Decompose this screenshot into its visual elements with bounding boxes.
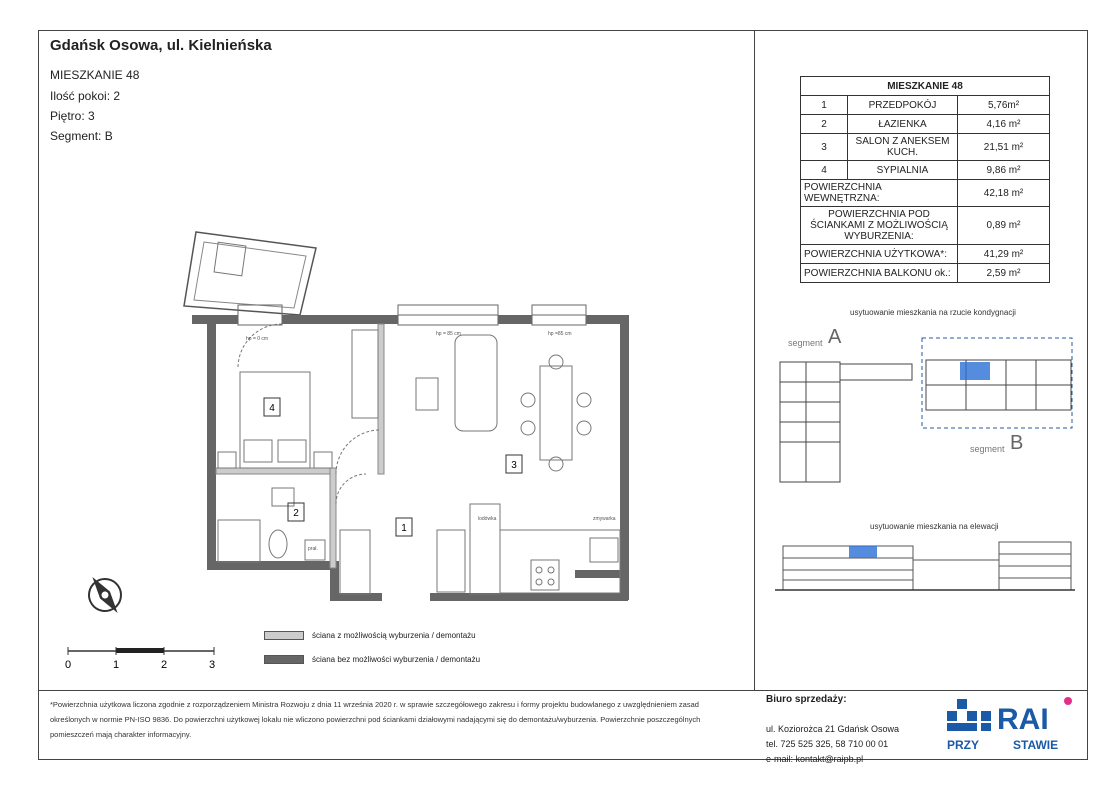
sales-phone: tel. 725 525 325, 58 710 00 01 — [766, 739, 889, 749]
table-row: 1 PRZEDPOKÓJ 5,76m² — [801, 96, 1050, 115]
apartment-number: MIESZKANIE 48 — [50, 68, 140, 82]
room-label-4: 4 — [269, 403, 275, 414]
floor-number: Piętro: 3 — [50, 109, 95, 123]
furniture — [218, 330, 620, 594]
table-row: 2 ŁAZIENKA 4,16 m² — [801, 115, 1050, 134]
project-title: Gdańsk Osowa, ul. Kielnieńska — [50, 37, 272, 54]
svg-text:hp =85 cm: hp =85 cm — [548, 331, 572, 337]
sales-office — [766, 692, 899, 767]
legend-fixed: ściana bez możliwości wyburzenia / demontażu — [264, 655, 480, 664]
room-label-3: 3 — [511, 460, 517, 471]
table-row: POWIERZCHNIA UŻYTKOWA*: 41,29 m² — [801, 245, 1050, 264]
segment-a-word: segment — [788, 338, 823, 348]
sales-email: e-mail: kontakt@raipb.pl — [766, 754, 864, 764]
table-row: POWIERZCHNIA WEWNĘTRZNA: 42,18 m² — [801, 180, 1050, 207]
scale-tick: 2 — [160, 659, 168, 671]
balcony — [184, 232, 316, 315]
sales-address: ul. Koziorożca 21 Gdańsk Osowa — [766, 724, 900, 734]
rai-logo — [945, 695, 1075, 755]
svg-text:hp = 0 cm: hp = 0 cm — [246, 336, 269, 342]
table-row: 3 SALON Z ANEKSEM KUCH. 21,51 m² — [801, 134, 1050, 161]
scale-tick: 1 — [112, 659, 120, 671]
table-row: 4 SYPIALNIA 9,86 m² — [801, 161, 1050, 180]
scale-tick: 0 — [64, 659, 72, 671]
building-elevation — [775, 538, 1075, 598]
segment-a-letter: A — [828, 326, 842, 348]
sales-heading: Biuro sprzedaży: — [766, 694, 847, 705]
horizontal-divider — [38, 690, 1088, 691]
table-title: MIESZKANIE 48 — [801, 77, 1050, 96]
segment-b-letter: B — [1010, 432, 1024, 454]
footnote: *Powierzchnia użytkowa liczona zgodnie z rozporządzeniem Ministra Rozwoju z dnia 11 września 2020 r. w sprawie szczegółowego zakresu i formy projektu budowlanego z uwzględnieniem zasad określonych w normie PN-ISO 9836. Do powierzchni użytkowej lokalu nie wliczono powierzchni pod ściankami działowymi nadającymi się do demontażu/wyburzenia. Powierzchnie poszczególnych pomieszczeń mają charakter informacyjny. — [50, 700, 701, 739]
area-table — [800, 76, 1050, 283]
table-row: POWIERZCHNIA BALKONU ok.: 2,59 m² — [801, 264, 1050, 283]
floor-location-caption: usytuowanie mieszkania na rzucie kondygnacji — [850, 308, 1016, 317]
logo-stawie: STAWIE — [1013, 738, 1059, 752]
svg-text:zmywarka: zmywarka — [593, 516, 616, 522]
table-row: POWIERZCHNIA POD ŚCIANKAMI Z MOŻLIWOŚCIĄ WYBURZENIA: 0,89 m² — [801, 207, 1050, 245]
svg-text:prał.: prał. — [308, 546, 318, 552]
swatch-removable — [264, 631, 304, 640]
logo-przy: PRZY — [947, 738, 980, 752]
compass-icon — [79, 568, 130, 622]
elevation-caption: usytuowanie mieszkania na elewacji — [870, 522, 999, 531]
room-label-1: 1 — [401, 523, 407, 534]
legend-removable: ściana z możliwością wyburzenia / demontażu — [264, 631, 476, 640]
svg-text:lodówka: lodówka — [478, 516, 497, 522]
room-count: Ilość pokoi: 2 — [50, 89, 121, 103]
elevation-highlight — [849, 546, 877, 558]
scale-tick: 3 — [208, 659, 216, 671]
removable-walls — [216, 324, 384, 568]
fixed-walls — [192, 315, 629, 601]
segment-label: Segment: B — [50, 129, 113, 143]
swatch-fixed — [264, 655, 304, 664]
logo-brand: RAI — [997, 703, 1049, 736]
building-floor-plan — [770, 330, 1080, 490]
svg-text:hp = 85 cm: hp = 85 cm — [436, 331, 461, 337]
apartment-highlight — [960, 362, 990, 380]
scale-bar — [62, 643, 222, 673]
segment-b-word: segment — [970, 444, 1005, 454]
room-label-2: 2 — [293, 508, 299, 519]
plan-notes — [246, 331, 616, 552]
doors — [238, 324, 380, 504]
